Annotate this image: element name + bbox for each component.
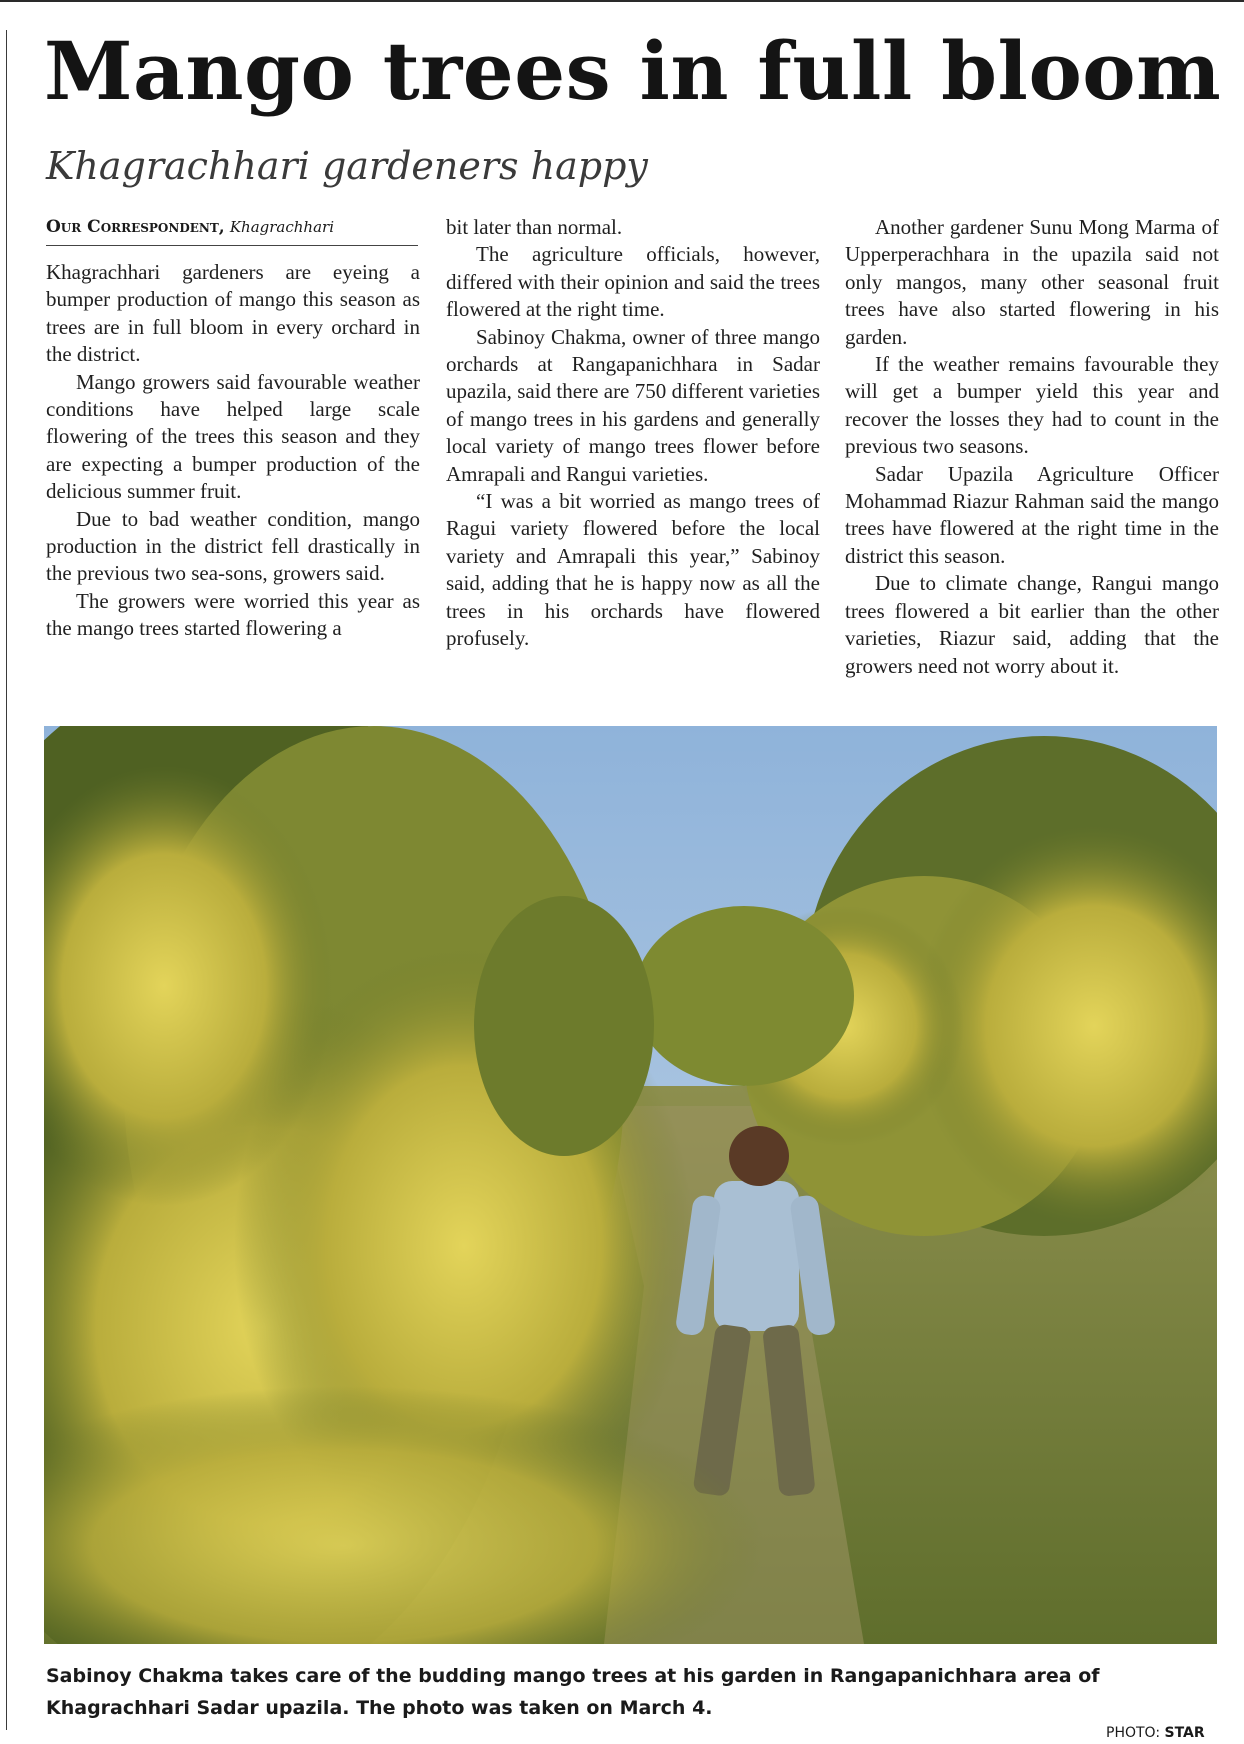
paragraph: Sabinoy Chakma, owner of three mango orchards at Rangapanichhara in Sadar upazila, said there are 750 different varieties of mango trees in his gardens and generally local variety of mango trees flower before Amrapali and Rangui varieties.: [446, 324, 820, 486]
paragraph: Due to climate change, Rangui mango trees flowered a bit earlier than the other varieties, Riazur said, adding that the growers need not worry about it.: [845, 571, 1219, 678]
paragraph: “I was a bit worried as mango trees of Ragui variety flowered before the local variety and Amrapali this year,” Sabinoy said, adding that he is happy now as all the trees in his orchards have flowered profusely.: [446, 489, 820, 651]
paragraph: bit later than normal.: [446, 215, 623, 239]
paragraph: Sadar Upazila Agriculture Officer Mohammad Riazur Rahman said the mango trees have flowered at the right time in the district this season.: [845, 461, 1219, 568]
credit-source: STAR: [1164, 1725, 1205, 1741]
top-rule: [0, 0, 1244, 2]
paragraph: If the weather remains favourable they will get a bumper yield this year and recover the losses they had to count in the previous two seasons.: [845, 352, 1219, 459]
paragraph: The growers were worried this year as the mango trees started flowering a: [46, 588, 420, 641]
article-column-2: [446, 214, 820, 653]
byline: [46, 215, 418, 246]
paragraph: Another gardener Sunu Mong Marma of Upperperachhara in the upazila said not only mangos, many other seasonal fruit trees have also started flowering in his garden.: [845, 215, 1219, 349]
article-column-1: [46, 259, 420, 643]
subheadline: Khagrachhari gardeners happy: [46, 144, 648, 188]
paragraph: Mango growers said favourable weather conditions have helped large scale flowering of the trees this season and they are expecting a bumper production of the delicious summer fruit.: [46, 369, 420, 504]
byline-place: Khagrachhari: [229, 218, 334, 236]
byline-role: Our Correspondent,: [46, 217, 225, 237]
paragraph: Khagrachhari gardeners are eyeing a bumper production of mango this season as trees are in full bloom in every orchard in the district.: [46, 260, 420, 367]
headline: Mango trees in full bloom: [44, 24, 1222, 118]
article-column-3: [845, 214, 1219, 680]
photo-caption: Sabinoy Chakma takes care of the budding mango trees at his garden in Rangapanichhara area of Khagrachhari Sadar upazila. The photo was taken on March 4.: [46, 1665, 1100, 1719]
credit-label: PHOTO:: [1106, 1725, 1161, 1741]
paragraph: The agriculture officials, however, differed with their opinion and said the trees flowered at the right time.: [446, 242, 820, 322]
paragraph: Due to bad weather condition, mango production in the district fell drastically in the previous two sea-sons, growers said.: [46, 506, 420, 586]
photo-credit: [1106, 1724, 1205, 1742]
column-rule: [6, 30, 7, 1730]
orchard-photo: [44, 726, 1217, 1644]
